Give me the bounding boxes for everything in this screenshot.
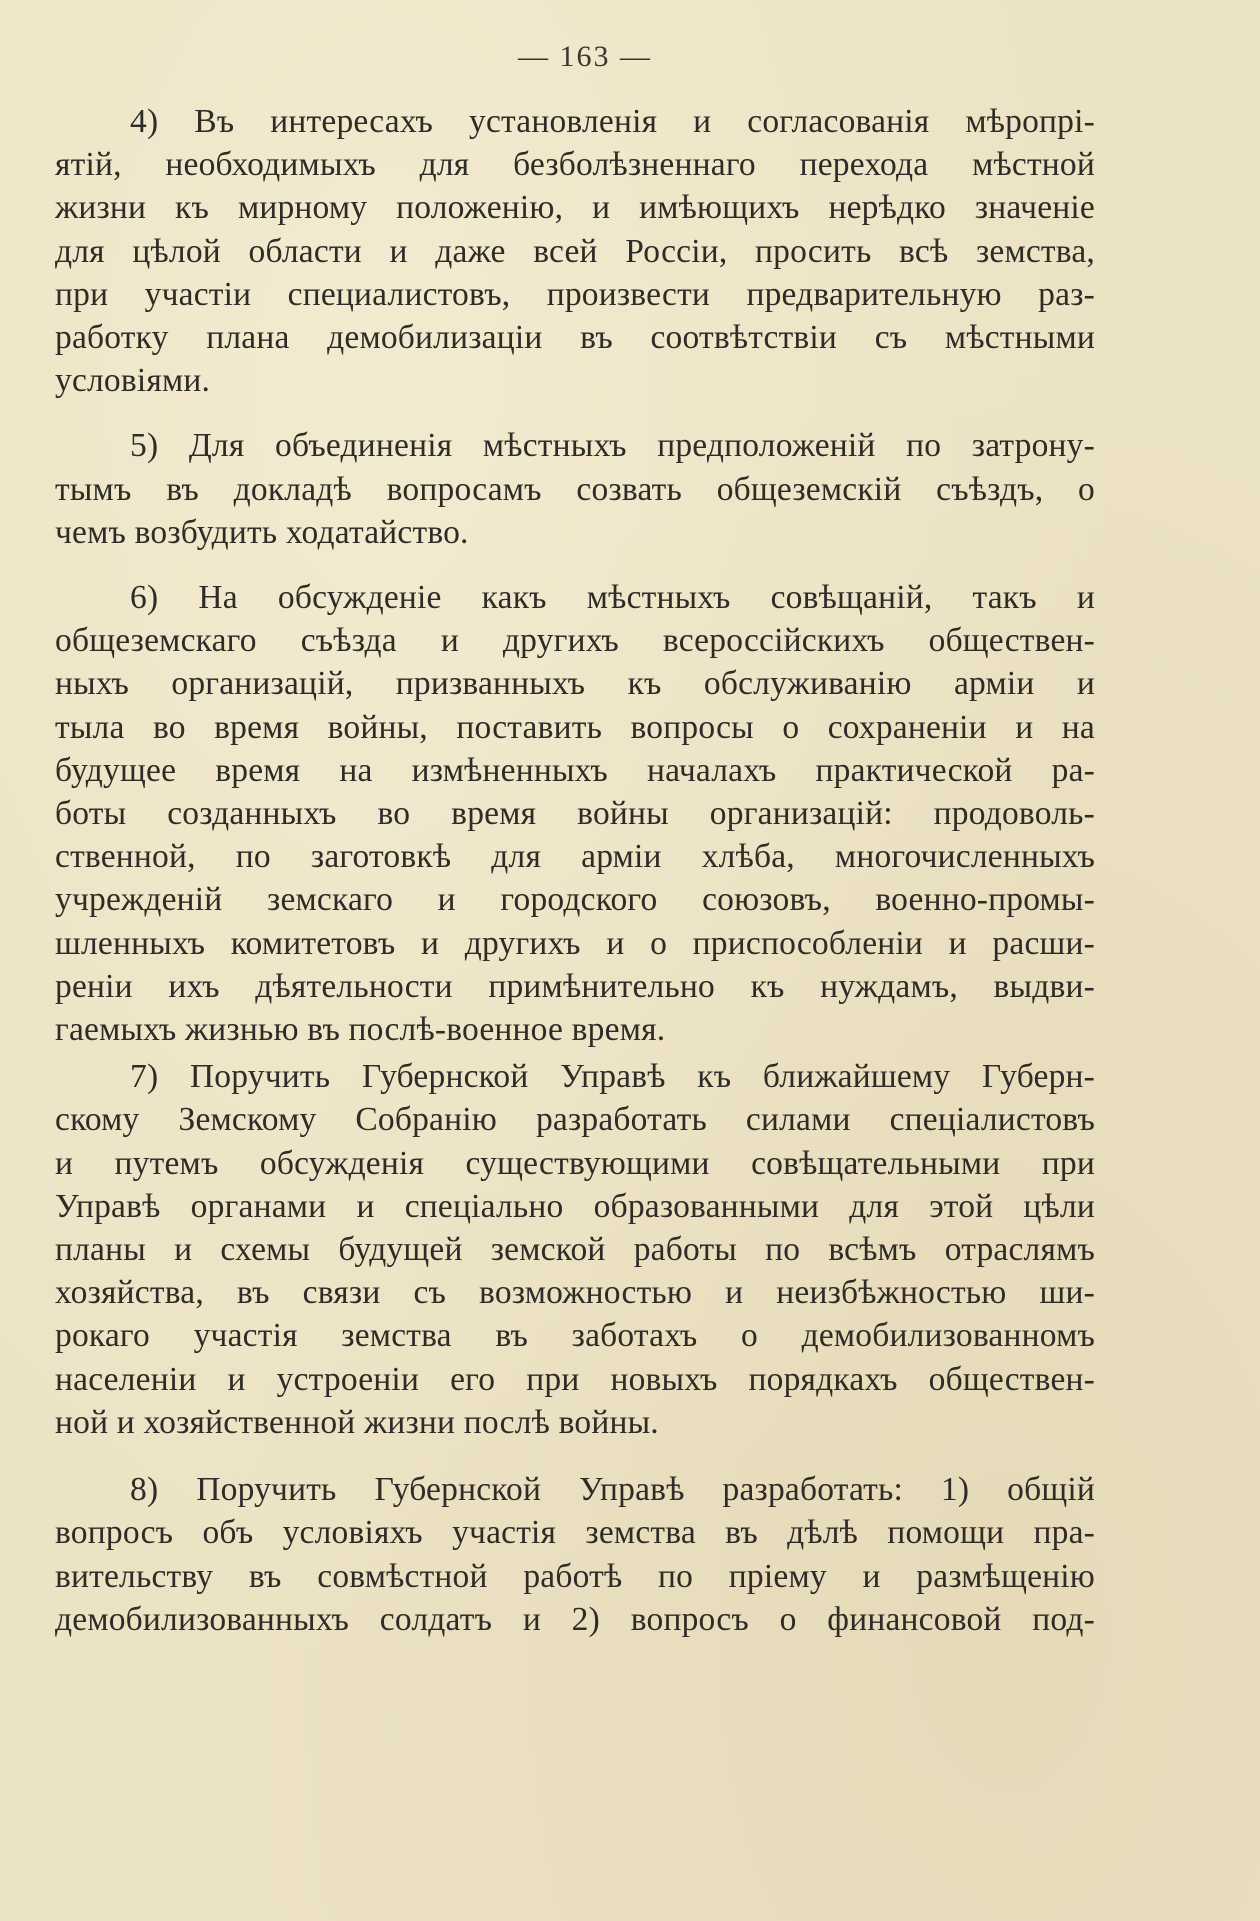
- paragraph-6: [55, 576, 1095, 1051]
- text-line: боты созданныхъ во время войны организацій: продоволь-: [55, 795, 1095, 833]
- text-line: работку плана демобилизаціи въ соотвѣтствіи съ мѣстными: [55, 319, 1095, 357]
- text-line: чемъ возбудить ходатайство.: [55, 513, 469, 551]
- text-line: 8) Поручить Губернской Управѣ разработать: 1) общій: [130, 1471, 1095, 1509]
- text-line: демобилизованныхъ солдатъ и 2) вопросъ о финансовой под-: [55, 1600, 1095, 1638]
- text-line: условіями.: [55, 362, 211, 400]
- document-page: [55, 42, 1095, 1882]
- text-line: 4) Въ интересахъ установленія и согласованія мѣропрі-: [130, 103, 1095, 140]
- text-line: Управѣ органами и спеціально образованными для этой цѣли: [55, 1187, 1095, 1225]
- text-line: при участіи специалистовъ, произвести предварительную раз-: [55, 275, 1095, 313]
- text-line: тыла во время войны, поставить вопросы о сохраненіи и на: [55, 708, 1095, 746]
- text-line: ственной, по заготовкѣ для арміи хлѣба, многочисленныхъ: [55, 838, 1095, 876]
- text-line: хозяйства, въ связи съ возможностью и неизбѣжностью ши-: [55, 1274, 1095, 1312]
- text-line: для цѣлой области и даже всей Россіи, просить всѣ земства,: [55, 232, 1095, 270]
- paragraph-7: [55, 1055, 1095, 1444]
- text-line: рокаго участія земства въ заботахъ о демобилизованномъ: [55, 1317, 1095, 1355]
- text-line: ныхъ организацій, призванныхъ къ обслуживанію арміи и: [55, 665, 1095, 703]
- text-line: тымъ въ докладѣ вопросамъ созвать общеземскій съѣздъ, о: [55, 470, 1095, 508]
- text-line: ной и хозяйственной жизни послѣ войны.: [55, 1403, 659, 1441]
- paragraph-8: [55, 1468, 1095, 1641]
- text-line: шленныхъ комитетовъ и другихъ и о приспособленіи и расши-: [55, 924, 1095, 962]
- text-line: будущее время на измѣненныхъ началахъ практической ра-: [55, 751, 1095, 789]
- text-line: населеніи и устроеніи его при новыхъ порядкахъ обществен-: [55, 1360, 1095, 1398]
- text-line: общеземскаго съѣзда и другихъ всероссійскихъ обществен-: [55, 622, 1095, 660]
- text-line: жизни къ мирному положенію, и имѣющихъ нерѣдко значеніе: [55, 189, 1095, 227]
- text-line: 7) Поручить Губернской Управѣ къ ближайшему Губерн-: [130, 1058, 1095, 1096]
- text-line: вопросъ объ условіяхъ участія земства въ дѣлѣ помощи пра-: [55, 1514, 1095, 1552]
- text-line: и путемъ обсужденія существующими совѣщательными при: [55, 1144, 1095, 1182]
- text-line: скому Земскому Собранію разработать силами спеціалистовъ: [55, 1101, 1095, 1139]
- page-number: — 163 —: [518, 40, 652, 73]
- text-line: 5) Для объединенія мѣстныхъ предположеній по затрону-: [130, 427, 1095, 465]
- text-line: реніи ихъ дѣятельности примѣнительно къ нуждамъ, выдви-: [55, 967, 1095, 1005]
- text-line: планы и схемы будущей земской работы по всѣмъ отраслямъ: [55, 1231, 1095, 1269]
- paragraph-4: [55, 100, 1095, 402]
- paragraph-5: [55, 424, 1095, 554]
- text-line: учрежденій земскаго и городского союзовъ, военно-промы-: [55, 881, 1095, 919]
- text-line: гаемыхъ жизнью въ послѣ-военное время.: [55, 1011, 666, 1049]
- text-line: ятій, необходимыхъ для безболѣзненнаго перехода мѣстной: [55, 146, 1095, 184]
- text-line: вительству въ совмѣстной работѣ по пріему и размѣщенію: [55, 1557, 1095, 1595]
- text-line: 6) На обсужденіе какъ мѣстныхъ совѣщаній, такъ и: [130, 579, 1095, 617]
